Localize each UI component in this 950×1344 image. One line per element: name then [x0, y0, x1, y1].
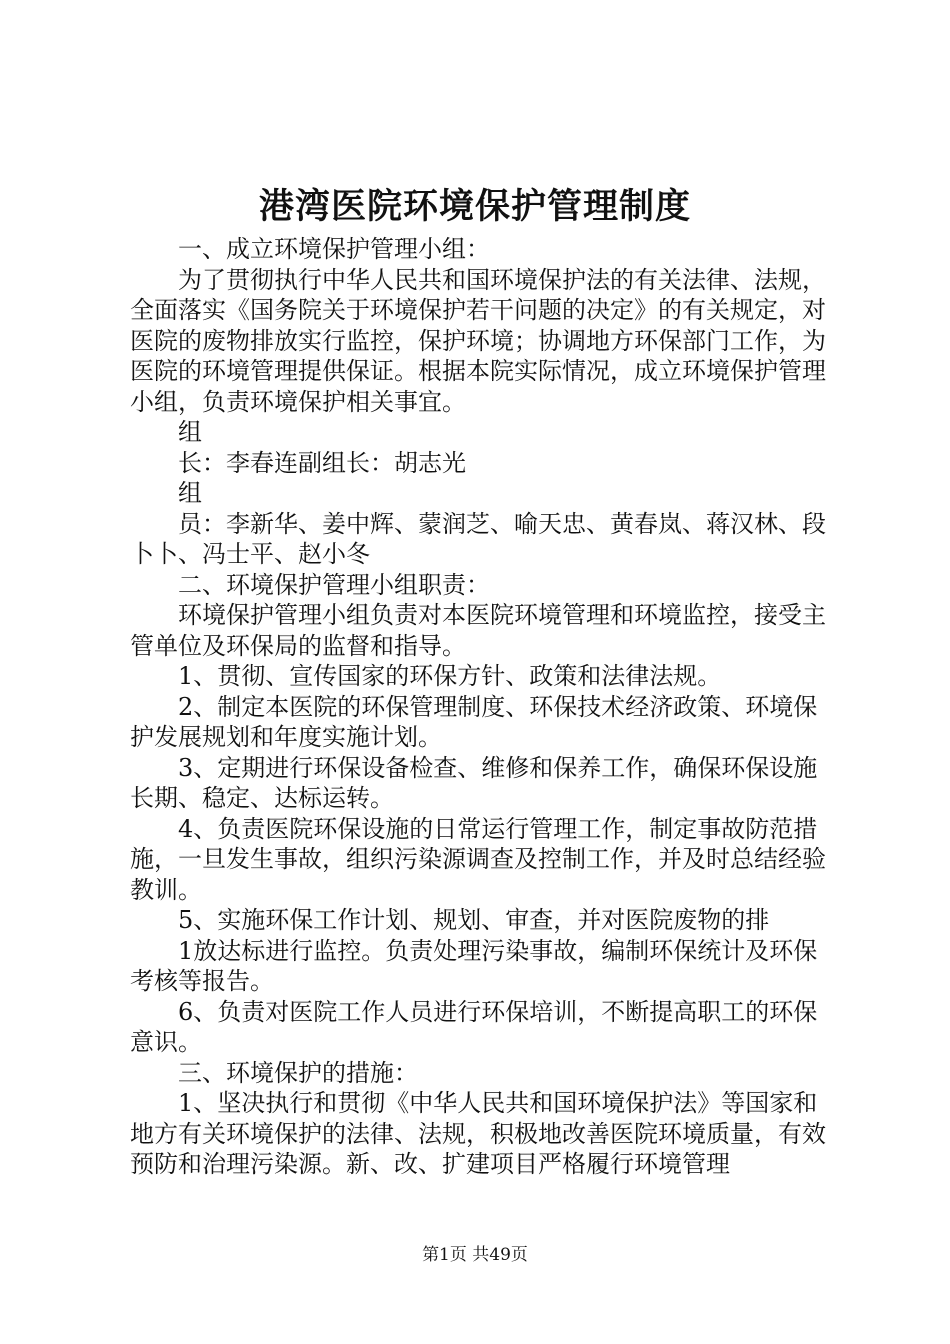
list-item: 4、负责医院环保设施的日常运行管理工作，制定事故防范措施，一旦发生事故，组织污染源调查及控制工作，并及时总结经验教训。 [130, 814, 826, 904]
document-body [130, 234, 830, 1180]
section-heading-1: 一、成立环境保护管理小组： [178, 235, 490, 263]
document-title: 港湾医院环境保护管理制度 [258, 186, 691, 227]
group-members: 员：李新华、姜中辉、蒙润芝、喻天忠、黄春岚、蒋汉林、段卜卜、冯士平、赵小冬 [130, 509, 826, 568]
list-item-continued: 1放达标进行监控。负责处理污染事故，编制环保统计及环保考核等报告。 [130, 936, 818, 995]
list-item: 2、制定本医院的环保管理制度、环保技术经济政策、环境保护发展规划和年度实施计划。 [130, 692, 818, 751]
section-heading-3: 三、环境保护的措施： [178, 1058, 418, 1087]
paragraph: 为了贯彻执行中华人民共和国环境保护法的有关法律、法规，全面落实《国务院关于环境保护若干问题的决定》的有关规定，对医院的废物排放实行监控，保护环境；协调地方环保部门工作，为医院的环境管理提供保证。根据本院实际情况，成立环境保护管理小组，负责环境保护相关事宜。 [130, 265, 826, 416]
group-label-member: 组 [178, 479, 202, 507]
page-footer: 第1页 共49页 [422, 1245, 528, 1265]
group-label-leader: 组 [178, 418, 202, 446]
list-item: 6、负责对医院工作人员进行环保培训，不断提高职工的环保意识。 [130, 997, 818, 1056]
list-item: 1、坚决执行和贯彻《中华人民共和国环境保护法》等国家和地方有关环境保护的法律、法规，积极地改善医院环境质量，有效预防和治理污染源。新、改、扩建项目严格履行环境管理 [130, 1089, 826, 1178]
list-item: 1、贯彻、宣传国家的环保方针、政策和法律法规。 [178, 662, 722, 690]
paragraph: 环境保护管理小组负责对本医院环境管理和环境监控，接受主管单位及环保局的监督和指导。 [130, 601, 826, 660]
group-leaders: 长：李春连副组长：胡志光 [178, 448, 466, 477]
list-item: 3、定期进行环保设备检查、维修和保养工作，确保环保设施长期、稳定、达标运转。 [130, 753, 818, 812]
list-item: 5、实施环保工作计划、规划、审查，并对医院废物的排 [178, 906, 770, 934]
section-heading-2: 二、环境保护管理小组职责： [178, 570, 490, 599]
